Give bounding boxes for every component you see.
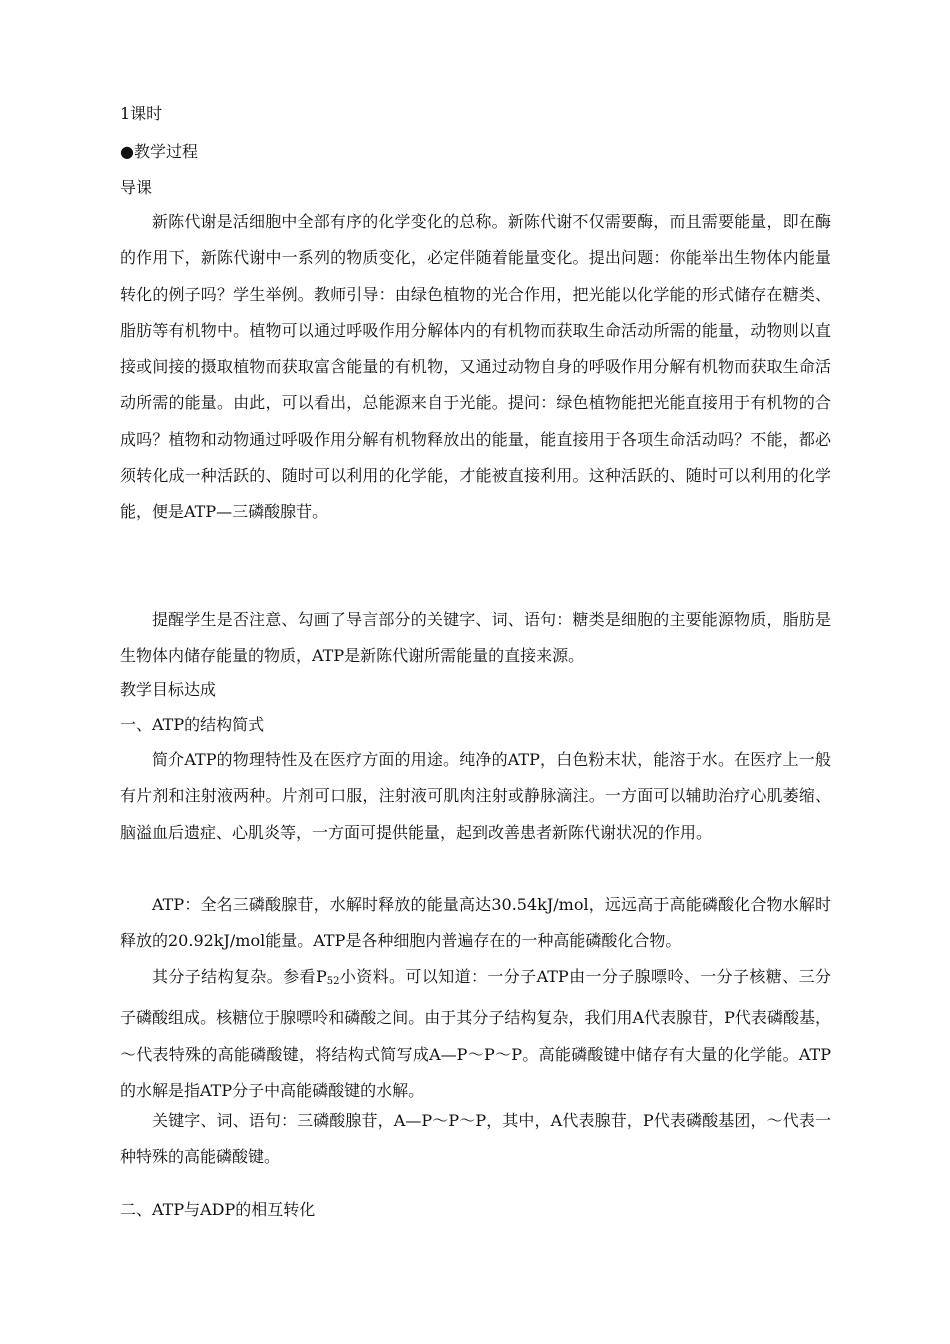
intro-heading: 导课 [120,178,153,197]
reminder-paragraph: 提醒学生是否注意、勾画了导言部分的关键字、词、语句：糖类是细胞的主要能源物质，脂肪是生物体内储存能量的物质，ATP是新陈代谢所需能量的直接来源。 [120,610,831,666]
section1-paragraph-4: 关键字、词、语句：三磷酸腺苷，A—P～P～P，其中，A代表腺苷，P代表磷酸基团，～代表一种特殊的高能磷酸键。 [120,1111,831,1167]
section1-paragraph-3 [120,959,831,1109]
paragraph-3-text-rest: 小资料。可以知道：一分子ATP由一分子腺嘌呤、一分子核糖、三分子磷酸组成。核糖位于腺嘌呤和磷酸之间。由于其分子结构复杂，我们用A代表腺苷，P代表磷酸基，～代表特殊的高能磷酸键，将结构式简写成A—P～P～P。高能磷酸键中储存有大量的化学能。ATP的水解是指ATP分子中高能磷酸键的水解。 [120,967,831,1100]
lesson-time: 1课时 [120,104,163,123]
section1-heading: 一、ATP的结构简式 [120,715,265,734]
paragraph-3-text-start: 其分子结构复杂。参看P [152,967,327,986]
section1-paragraph-2: ATP：全名三磷酸腺苷，水解时释放的能量高达30.54kJ/mol，远远高于高能磷酸化合物水解时释放的20.92kJ/mol能量。ATP是各种细胞内普遍存在的一种高能磷酸化合物。 [120,895,831,950]
intro-paragraph: 新陈代谢是活细胞中全部有序的化学变化的总称。新陈代谢不仅需要酶，而且需要能量，即在酶的作用下，新陈代谢中一系列的物质变化，必定伴随着能量变化。提出问题：你能举出生物体内能量转化的例子吗？学生举例。教师引导：由绿色植物的光合作用，把光能以化学能的形式储存在糖类、脂肪等有机物中。植物可以通过呼吸作用分解体内的有机物而获取生命活动所需的能量，动物则以直接或间接的摄取植物而获取富含能量的有机物，又通过动物自身的呼吸作用分解有机物而获取生命活动所需的能量。由此，可以看出，总能源来自于光能。提问：绿色植物能把光能直接用于有机物的合成吗？植物和动物通过呼吸作用分解有机物释放出的能量，能直接用于各项生命活动吗？不能，都必须转化成一种活跃的、随时可以利用的化学能，才能被直接利用。这种活跃的、随时可以利用的化学能，便是ATP—三磷酸腺苷。 [120,212,831,522]
page-number-subscript: 52 [326,976,340,987]
section1-paragraph-1: 简介ATP的物理特性及在医疗方面的用途。纯净的ATP，白色粉末状，能溶于水。在医疗上一般有片剂和注射液两种。片剂可口服，注射液可肌肉注射或静脉滴注。一方面可以辅助治疗心肌萎缩、脑溢血后遗症、心肌炎等，一方面可提供能量，起到改善患者新陈代谢状况的作用。 [120,750,831,842]
goal-heading: 教学目标达成 [120,680,217,699]
section2-heading: 二、ATP与ADP的相互转化 [120,1200,316,1219]
teaching-process-heading: ●教学过程 [120,142,198,161]
